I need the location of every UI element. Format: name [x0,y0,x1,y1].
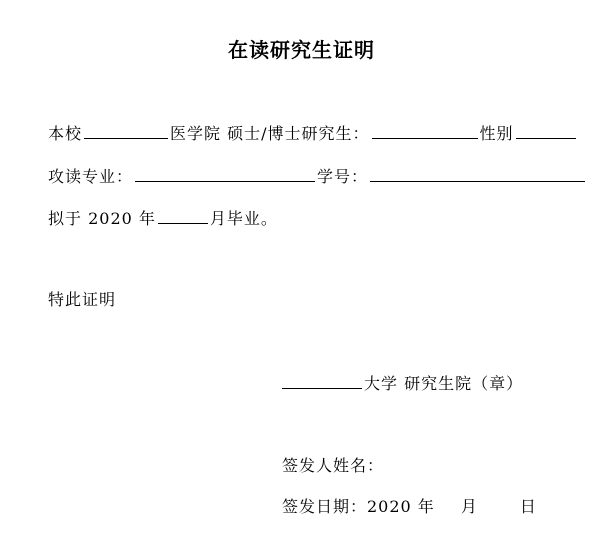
school-name-blank[interactable] [84,120,168,139]
major-label: 攻读专业： [48,167,134,186]
student-info-line [48,120,578,144]
certify-text: 特此证明 [48,290,117,309]
student-name-blank[interactable] [372,120,478,139]
issue-day-label: 日 [519,497,537,516]
issue-date-line [282,495,537,519]
gender-blank[interactable] [516,120,576,139]
issuer-line [282,370,523,396]
major-blank[interactable] [135,163,315,182]
signer-label: 签发人姓名： [282,456,385,475]
graduation-suffix: 月毕业。 [209,209,278,228]
issue-date-label: 签发日期：2020 年 [282,497,435,516]
document-title: 在读研究生证明 [228,38,375,62]
university-name-blank[interactable] [282,370,362,389]
graduation-month-blank[interactable] [158,205,208,224]
university-suffix: 大学 研究生院（章） [364,374,524,393]
issue-month-label: 月 [460,497,478,516]
graduation-line [48,205,278,229]
department-label: 医学院 硕士/博士研究生： [170,124,370,143]
school-prefix: 本校 [48,124,83,143]
gender-label: 性别 [479,124,514,143]
student-id-blank[interactable] [370,163,585,182]
graduation-year-text: 拟于 2020 年 [48,209,156,228]
student-id-label: 学号： [317,167,369,186]
major-line [48,163,587,187]
